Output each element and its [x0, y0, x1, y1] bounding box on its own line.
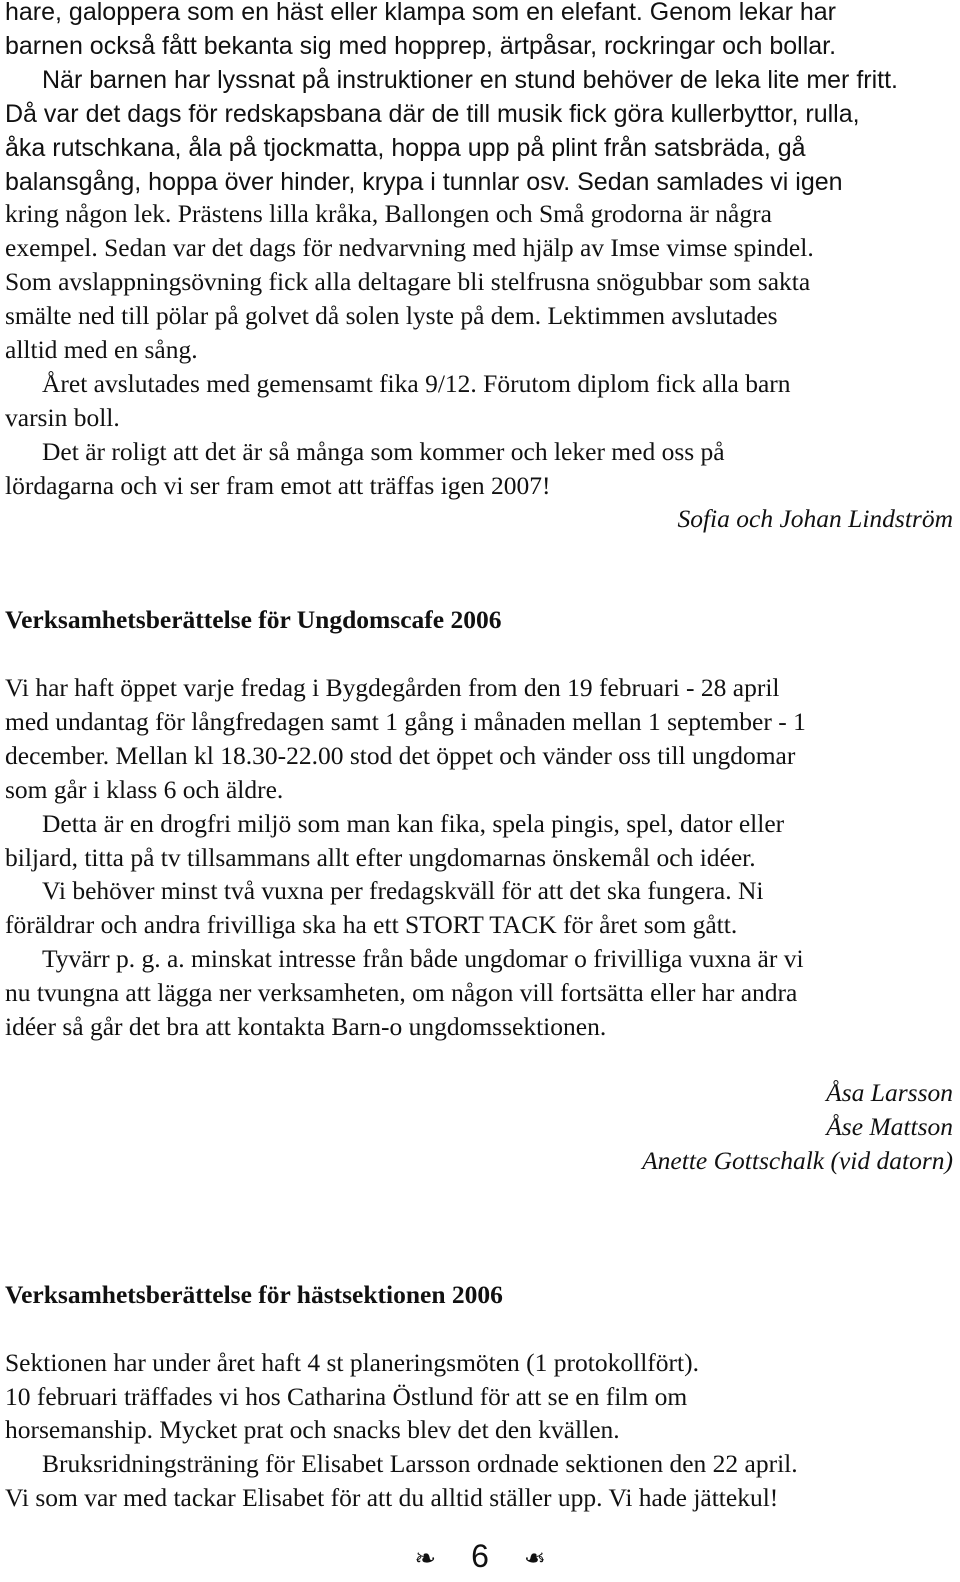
text-line: exempel. Sedan var det dags för nedvarvning med hjälp av Imse vimse spindel. — [5, 233, 814, 262]
fleuron-left-icon: ❧ — [414, 1543, 437, 1574]
text-line: lördagarna och vi ser fram emot att träffas igen 2007! — [5, 471, 551, 500]
text-line: december. Mellan kl 18.30-22.00 stod det öppet och vänder oss till ungdomar — [5, 741, 796, 770]
text-line: Detta är en drogfri miljö som man kan fika, spela pingis, spel, dator eller — [42, 809, 785, 838]
signature: Åsa Larsson — [826, 1078, 953, 1107]
text-line: som går i klass 6 och äldre. — [5, 775, 284, 804]
text-line: 10 februari träffades vi hos Catharina Östlund för att se en film om — [5, 1382, 688, 1411]
text-line: Vi behöver minst två vuxna per fredagskväll för att det ska fungera. Ni — [42, 876, 764, 905]
text-line: smälte ned till pölar på golvet då solen lyste på dem. Lektimmen avslutades — [5, 301, 778, 330]
signature: Sofia och Johan Lindström — [677, 504, 953, 533]
text-line: balansgång, hoppa över hinder, krypa i tunnlar osv. Sedan samlades vi igen — [5, 168, 843, 196]
text-line: Bruksridningsträning för Elisabet Larsson ordnade sektionen den 22 april. — [42, 1449, 798, 1478]
signature: Anette Gottschalk (vid datorn) — [642, 1146, 953, 1175]
text-line: föräldrar och andra frivilliga ska ha ett STORT TACK för året som gått. — [5, 910, 738, 939]
text-line: Vi som var med tackar Elisabet för att du alltid ställer upp. Vi hade jättekul! — [5, 1483, 779, 1512]
text-line: varsin boll. — [5, 403, 120, 432]
text-line: nu tvungna att lägga ner verksamheten, om någon vill fortsätta eller har andra — [5, 978, 798, 1007]
text-line: hare, galoppera som en häst eller klampa som en elefant. Genom lekar har — [5, 0, 837, 26]
text-line: Sektionen har under året haft 4 st planeringsmöten (1 protokollfört). — [5, 1348, 699, 1377]
text-line: åka rutschkana, åla på tjockmatta, hoppa upp på plint från satsbräda, gå — [5, 134, 806, 162]
text-line: med undantag för långfredagen samt 1 gång i månaden mellan 1 september - 1 — [5, 707, 806, 736]
signature: Åse Mattson — [826, 1112, 953, 1141]
text-line: När barnen har lyssnat på instruktioner en stund behöver de leka lite mer fritt. — [42, 66, 898, 94]
page-number: 6 — [471, 1538, 489, 1574]
text-line: horsemanship. Mycket prat och snacks blev det den kvällen. — [5, 1415, 620, 1444]
text-line: Vi har haft öppet varje fredag i Bygdegården from den 19 februari - 28 april — [5, 673, 780, 702]
text-line: kring någon lek. Prästens lilla kråka, Ballongen och Små grodorna är några — [5, 199, 772, 228]
text-line: Tyvärr p. g. a. minskat intresse från både ungdomar o frivilliga vuxna är vi — [42, 944, 804, 973]
text-line: Året avslutades med gemensamt fika 9/12. Förutom diplom fick alla barn — [42, 369, 791, 398]
section-heading: Verksamhetsberättelse för hästsektionen 2006 — [5, 1280, 503, 1309]
text-line: idéer så går det bra att kontakta Barn-o ungdomssektionen. — [5, 1012, 607, 1041]
fleuron-right-icon: ❧ — [523, 1543, 546, 1574]
text-line: Som avslappningsövning fick alla deltagare bli stelfrusna snögubbar som sakta — [5, 267, 811, 296]
text-line: Det är roligt att det är så många som kommer och leker med oss på — [42, 437, 725, 466]
text-line: biljard, titta på tv tillsammans allt efter ungdomarnas önskemål och idéer. — [5, 843, 756, 872]
text-line: alltid med en sång. — [5, 335, 198, 364]
page-footer — [0, 1533, 960, 1579]
text-line: Då var det dags för redskapsbana där de till musik fick göra kullerbyttor, rulla, — [5, 100, 860, 128]
section-heading: Verksamhetsberättelse för Ungdomscafe 2006 — [5, 605, 502, 634]
text-line: barnen också fått bekanta sig med hopprep, ärtpåsar, rockringar och bollar. — [5, 32, 837, 60]
